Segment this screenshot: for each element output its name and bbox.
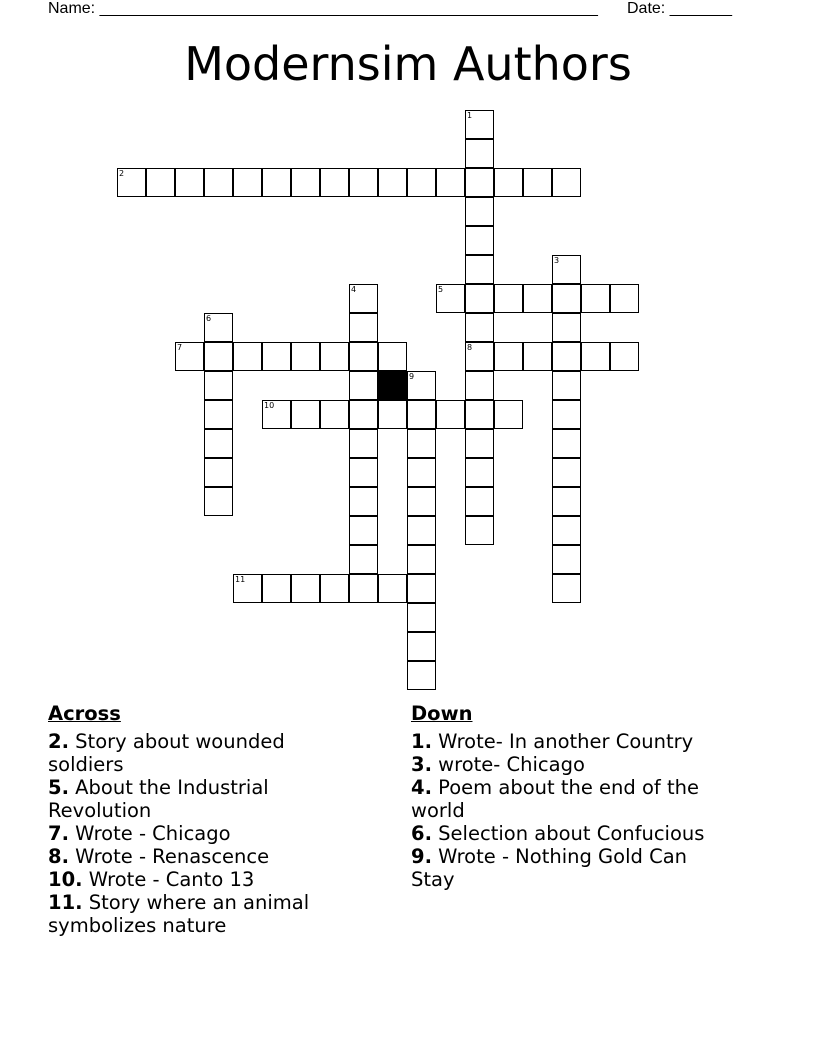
grid-cell[interactable]	[552, 168, 581, 197]
grid-cell[interactable]	[494, 342, 523, 371]
grid-cell[interactable]	[552, 516, 581, 545]
clue-num: 11.	[48, 891, 83, 914]
clue-number: 8	[467, 343, 473, 352]
clue-num: 6.	[411, 822, 432, 845]
grid-cell[interactable]	[552, 400, 581, 429]
clue-number: 2	[119, 169, 125, 178]
grid-cell[interactable]	[494, 400, 523, 429]
clue-num: 2.	[48, 730, 69, 753]
grid-cell[interactable]	[204, 342, 233, 371]
grid-cell[interactable]	[262, 574, 291, 603]
grid-cell[interactable]	[465, 487, 494, 516]
grid-cell[interactable]	[465, 197, 494, 226]
grid-cell[interactable]	[233, 342, 262, 371]
grid-cell[interactable]	[610, 284, 639, 313]
page-title: Modernsim Authors	[184, 37, 632, 91]
grid-cell[interactable]	[117, 168, 146, 197]
grid-cell[interactable]	[465, 458, 494, 487]
grid-cell[interactable]	[465, 516, 494, 545]
grid-cell[interactable]	[146, 168, 175, 197]
grid-cell[interactable]	[407, 661, 436, 690]
clue-number: 1	[467, 111, 473, 120]
grid-cell[interactable]	[552, 284, 581, 313]
grid-cell[interactable]	[407, 603, 436, 632]
grid-cell[interactable]	[204, 168, 233, 197]
down-clue	[411, 730, 731, 753]
across-clue	[48, 776, 348, 822]
down-clue	[411, 822, 731, 845]
grid-cell[interactable]	[407, 371, 436, 400]
grid-cell[interactable]	[349, 168, 378, 197]
grid-cell[interactable]	[378, 168, 407, 197]
grid-cell[interactable]	[465, 342, 494, 371]
clue-text: Poem about the end of the world	[411, 776, 699, 822]
clue-text: Story about wounded soldiers	[48, 730, 285, 776]
grid-cell[interactable]	[552, 574, 581, 603]
grid-cell[interactable]	[523, 284, 552, 313]
name-line[interactable]: Name: ________________________________________________________	[48, 0, 598, 17]
clue-num: 3.	[411, 753, 432, 776]
grid-cell[interactable]	[436, 168, 465, 197]
grid-cell[interactable]	[465, 168, 494, 197]
grid-cell[interactable]	[552, 255, 581, 284]
grid-cell[interactable]	[291, 342, 320, 371]
clue-number: 7	[177, 343, 183, 352]
grid-cell[interactable]	[407, 632, 436, 661]
clue-number: 5	[438, 285, 444, 294]
grid-cell[interactable]	[465, 400, 494, 429]
grid-cell[interactable]	[610, 342, 639, 371]
grid-cell[interactable]	[204, 400, 233, 429]
clue-text: Wrote - Canto 13	[82, 868, 255, 891]
grid-cell[interactable]	[320, 168, 349, 197]
grid-cell[interactable]	[552, 458, 581, 487]
grid-cell[interactable]	[465, 371, 494, 400]
grid-cell[interactable]	[465, 429, 494, 458]
grid-cell[interactable]	[581, 284, 610, 313]
grid-cell[interactable]	[407, 574, 436, 603]
grid-cell[interactable]	[320, 342, 349, 371]
grid-cell[interactable]	[436, 284, 465, 313]
grid-cell[interactable]	[407, 458, 436, 487]
grid-cell[interactable]	[349, 313, 378, 342]
clue-number: 3	[554, 256, 560, 265]
grid-cell[interactable]	[465, 284, 494, 313]
grid-cell[interactable]	[349, 342, 378, 371]
clue-number: 6	[206, 314, 212, 323]
across-clue	[48, 891, 348, 937]
clue-num: 4.	[411, 776, 432, 799]
across-clues	[48, 702, 348, 937]
grid-cell[interactable]	[523, 168, 552, 197]
clue-num: 9.	[411, 845, 432, 868]
grid-cell[interactable]	[494, 168, 523, 197]
grid-cell[interactable]	[320, 574, 349, 603]
clue-text: Story where an animal symbolizes nature	[48, 891, 310, 937]
grid-cell[interactable]	[407, 400, 436, 429]
grid-cell[interactable]	[378, 400, 407, 429]
date-line[interactable]: Date: _______	[627, 0, 732, 17]
grid-cell[interactable]	[378, 574, 407, 603]
clue-num: 5.	[48, 776, 69, 799]
grid-cell[interactable]	[320, 400, 349, 429]
clue-number: 10	[264, 401, 275, 410]
grid-cell[interactable]	[204, 487, 233, 516]
grid-cell[interactable]	[494, 284, 523, 313]
grid-cell[interactable]	[349, 545, 378, 574]
clue-num: 8.	[48, 845, 69, 868]
grid-cell[interactable]	[465, 110, 494, 139]
clue-text: Selection about Confucious	[431, 822, 705, 845]
clue-num: 1.	[411, 730, 432, 753]
grid-cell[interactable]	[465, 226, 494, 255]
grid-cell[interactable]	[407, 516, 436, 545]
across-heading: Across	[48, 702, 121, 725]
across-clue	[48, 868, 348, 891]
clue-text: Wrote- In another Country	[431, 730, 694, 753]
grid-cell[interactable]	[407, 429, 436, 458]
grid-cell[interactable]	[262, 342, 291, 371]
grid-cell[interactable]	[233, 168, 262, 197]
grid-cell[interactable]	[291, 168, 320, 197]
grid-cell[interactable]	[407, 168, 436, 197]
grid-cell[interactable]	[552, 313, 581, 342]
across-clue	[48, 845, 348, 868]
down-heading: Down	[411, 702, 473, 725]
grid-cell[interactable]	[262, 400, 291, 429]
grid-cell[interactable]	[349, 458, 378, 487]
grid-cell[interactable]	[349, 284, 378, 313]
grid-cell[interactable]	[349, 516, 378, 545]
down-clue	[411, 753, 731, 776]
grid-cell[interactable]	[175, 342, 204, 371]
clue-number: 9	[409, 372, 415, 381]
grid-cell[interactable]	[465, 139, 494, 168]
grid-cell[interactable]	[552, 487, 581, 516]
grid-cell[interactable]	[349, 487, 378, 516]
grid-cell[interactable]	[552, 371, 581, 400]
grid-cell[interactable]	[349, 400, 378, 429]
clue-number: 4	[351, 285, 357, 294]
down-clue-list	[411, 730, 731, 891]
grid-cell[interactable]	[436, 400, 465, 429]
across-clue	[48, 730, 348, 776]
clue-text: Wrote - Chicago	[68, 822, 231, 845]
grid-cell[interactable]	[407, 545, 436, 574]
across-clue	[48, 822, 348, 845]
grid-cell[interactable]	[204, 429, 233, 458]
grid-cell[interactable]	[291, 400, 320, 429]
grid-cell[interactable]	[233, 574, 262, 603]
grid-cell[interactable]	[175, 168, 204, 197]
grid-cell[interactable]	[552, 545, 581, 574]
grid-cell[interactable]	[523, 342, 552, 371]
clue-text: About the Industrial Revolution	[48, 776, 269, 822]
clue-text: Wrote - Renascence	[68, 845, 270, 868]
grid-cell[interactable]	[204, 371, 233, 400]
grid-cell[interactable]	[465, 313, 494, 342]
grid-cell[interactable]	[552, 342, 581, 371]
black-cell	[378, 371, 407, 400]
grid-cell[interactable]	[204, 458, 233, 487]
clue-text: Wrote - Nothing Gold Can Stay	[411, 845, 688, 891]
grid-cell[interactable]	[291, 574, 320, 603]
clue-number: 11	[235, 575, 246, 584]
grid-cell[interactable]	[465, 255, 494, 284]
across-clue-list	[48, 730, 348, 937]
grid-cell[interactable]	[204, 313, 233, 342]
grid-cell[interactable]	[349, 574, 378, 603]
down-clue	[411, 776, 731, 822]
clue-num: 10.	[48, 868, 83, 891]
grid-cell[interactable]	[378, 342, 407, 371]
grid-cell[interactable]	[349, 429, 378, 458]
grid-cell[interactable]	[262, 168, 291, 197]
clue-text: wrote- Chicago	[431, 753, 585, 776]
grid-cell[interactable]	[581, 342, 610, 371]
grid-cell[interactable]	[552, 429, 581, 458]
down-clues	[411, 702, 731, 891]
clue-num: 7.	[48, 822, 69, 845]
grid-cell[interactable]	[349, 371, 378, 400]
down-clue	[411, 845, 731, 891]
grid-cell[interactable]	[407, 487, 436, 516]
